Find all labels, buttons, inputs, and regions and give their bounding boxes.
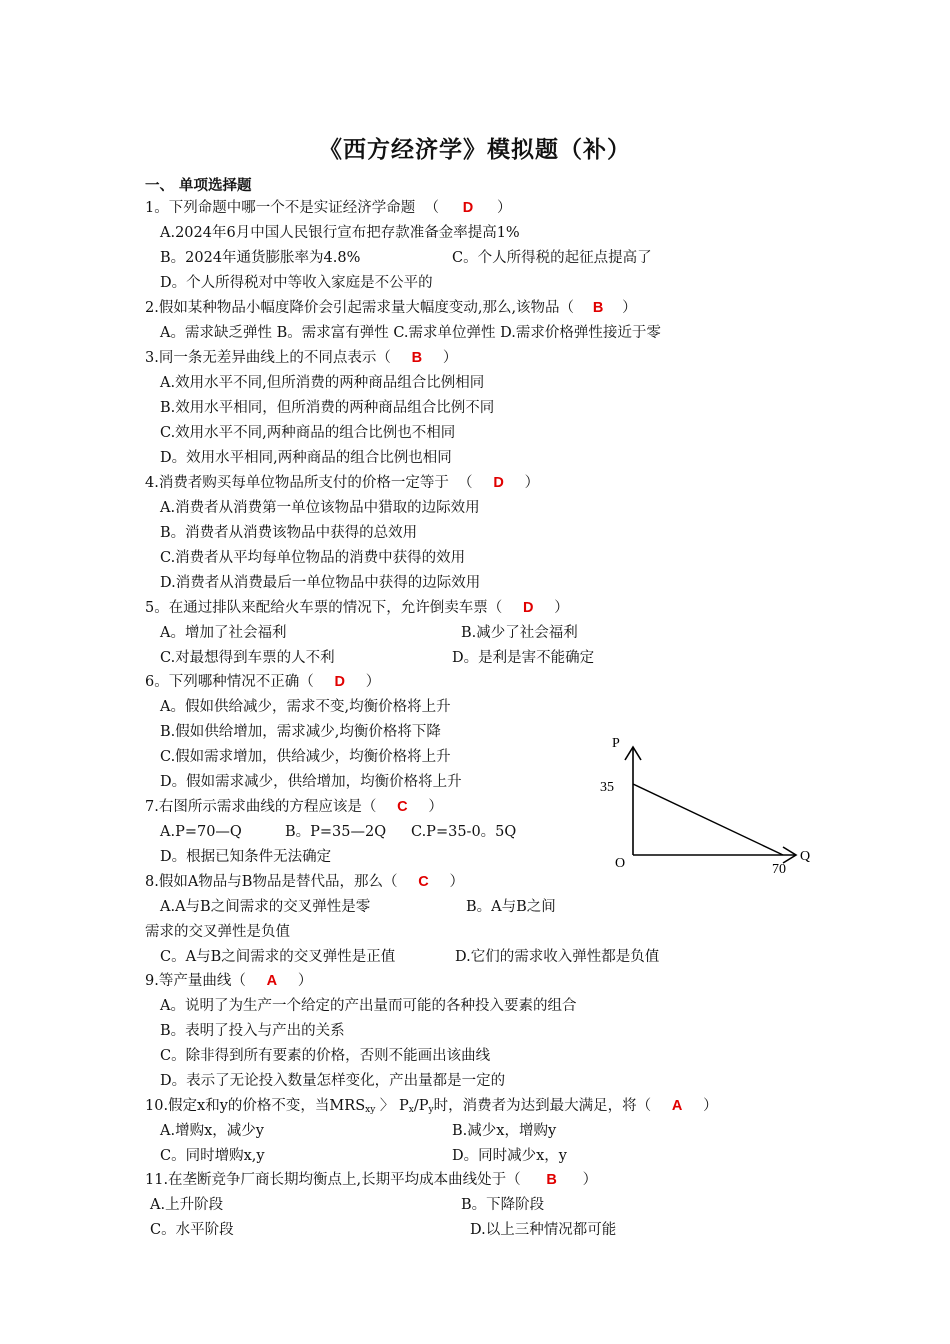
- option-7a: A.P=70—Q: [160, 824, 242, 840]
- option-9a: A。说明了为生产一个给定的产出量而可能的各种投入要素的组合: [160, 998, 577, 1014]
- answer-11: B: [546, 1172, 557, 1188]
- p-axis-label: P: [612, 736, 620, 751]
- y-intercept-label: 35: [600, 780, 614, 795]
- answer-2: B: [592, 300, 604, 316]
- question-10: 10.假定x和y的价格不变，当$MRS_{xy}$ 〉 $P_x/P_y$时，消费者为达到最大满足，将（ A ）: [145, 1098, 718, 1115]
- question-4: 4.消费者购买每单位物品所支付的价格一定等于 （ D ）: [145, 475, 540, 491]
- q-axis-label: Q: [800, 849, 811, 864]
- question-11: 11.在垄断竞争厂商长期均衡点上,长期平均成本曲线处于（ B ）: [145, 1172, 598, 1188]
- option-4a: A.消费者从消费第一单位该物品中猎取的边际效用: [160, 500, 480, 516]
- answer-3: B: [411, 350, 423, 366]
- option-8b: B。A与B之间: [466, 899, 556, 915]
- option-9d: D。表示了无论投入数量怎样变化，产出量都是一定的: [160, 1073, 506, 1089]
- option-5b: B.减少了社会福利: [461, 625, 578, 641]
- option-8b-cont: 需求的交叉弹性是负值: [145, 924, 290, 940]
- option-4d: D.消费者从消费最后一单位物品中获得的边际效用: [160, 575, 481, 591]
- origin-label: O: [615, 856, 626, 871]
- option-1b: B。2024年通货膨胀率为4.8%: [160, 250, 361, 266]
- option-11d: D.以上三种情况都可能: [470, 1222, 617, 1238]
- option-6a: A。假如供给减少，需求不变,均衡价格将上升: [160, 699, 451, 715]
- answer-10: A: [671, 1098, 683, 1114]
- option-8a: A.A与B之间需求的交叉弹性是零: [160, 899, 371, 915]
- option-11c: C。水平阶段: [150, 1222, 234, 1238]
- option-5d: D。是利是害不能确定: [452, 650, 595, 666]
- question-5: 5。在通过排队来配给火车票的情况下，允许倒卖车票（ D ）: [145, 600, 569, 616]
- answer-4: D: [493, 475, 504, 491]
- option-3a: A.效用水平不同,但所消费的两种商品组合比例相同: [160, 375, 485, 391]
- option-1c: C。个人所得税的起征点提高了: [452, 250, 652, 266]
- question-3: 3.同一条无差异曲线上的不同点表示（ B ）: [145, 350, 458, 366]
- option-9b: B。表明了投入与产出的关系: [160, 1023, 345, 1039]
- option-1a: A.2024年6月中国人民银行宣布把存款准备金率提高1%: [160, 225, 520, 241]
- option-10b: B.减少x，增购y: [452, 1123, 557, 1139]
- x-intercept-label: 70: [772, 862, 786, 877]
- answer-7: C: [397, 799, 408, 815]
- demand-line: [633, 784, 783, 855]
- option-3b: B.效用水平相同，但所消费的两种商品组合比例不同: [160, 400, 495, 416]
- question-8: 8.假如A物品与B物品是替代品，那么（ C ）: [145, 874, 464, 890]
- answer-1: D: [462, 200, 474, 216]
- option-4c: C.消费者从平均每单位物品的消费中获得的效用: [160, 550, 466, 566]
- option-10a: A.增购x，减少y: [160, 1123, 264, 1139]
- option-6b: B.假如供给增加，需求减少,均衡价格将下降: [160, 724, 441, 740]
- option-10d: D。同时减少x，y: [452, 1148, 567, 1164]
- answer-5: D: [522, 600, 534, 616]
- option-10c: C。同时增购x,y: [160, 1148, 265, 1164]
- option-5c: C.对最想得到车票的人不利: [160, 650, 335, 666]
- option-6d: D。假如需求减少，供给增加，均衡价格将上升: [160, 774, 462, 790]
- answer-9: A: [266, 973, 278, 989]
- option-1d: D。个人所得税对中等收入家庭是不公平的: [160, 275, 433, 291]
- option-11b: B。下降阶段: [461, 1197, 545, 1213]
- options-2: A。需求缺乏弹性 B。需求富有弹性 C.需求单位弹性 D.需求价格弹性接近于零: [160, 325, 661, 341]
- section-heading: 一、 单项选择题: [145, 178, 252, 194]
- option-11a: A.上升阶段: [150, 1197, 224, 1213]
- option-5a: A。增加了社会福利: [160, 625, 287, 641]
- question-1: 1。下列命题中哪一个不是实证经济学命题 （ D ）: [145, 200, 512, 216]
- page-title: 《西方经济学》模拟题（补）: [319, 136, 631, 163]
- option-7b: B。P=35—2Q: [285, 824, 387, 840]
- option-7d: D。根据已知条件无法确定: [160, 849, 332, 865]
- question-9: 9.等产量曲线（ A ）: [145, 973, 313, 989]
- answer-6: D: [334, 674, 345, 690]
- option-3d: D。效用水平相同,两种商品的组合比例也相同: [160, 450, 452, 466]
- option-8c: C。A与B之间需求的交叉弹性是正值: [160, 949, 396, 965]
- option-6c: C.假如需求增加，供给减少，均衡价格将上升: [160, 749, 451, 765]
- option-9c: C。除非得到所有要素的价格，否则不能画出该曲线: [160, 1048, 491, 1064]
- option-3c: C.效用水平不同,两种商品的组合比例也不相同: [160, 425, 456, 441]
- question-6: 6。下列哪种情况不正确（ D ）: [145, 674, 381, 690]
- question-7: 7.右图所示需求曲线的方程应该是（ C ）: [145, 799, 443, 815]
- option-4b: B。消费者从消费该物品中获得的总效用: [160, 525, 418, 541]
- demand-curve-figure: [590, 730, 830, 880]
- question-2: 2.假如某种物品小幅度降价会引起需求量大幅度变动,那么,该物品（ B ）: [145, 300, 637, 316]
- option-8d: D.它们的需求收入弹性都是负值: [455, 949, 660, 965]
- answer-8: C: [418, 874, 429, 890]
- option-7c: C.P=35-0。5Q: [411, 824, 517, 840]
